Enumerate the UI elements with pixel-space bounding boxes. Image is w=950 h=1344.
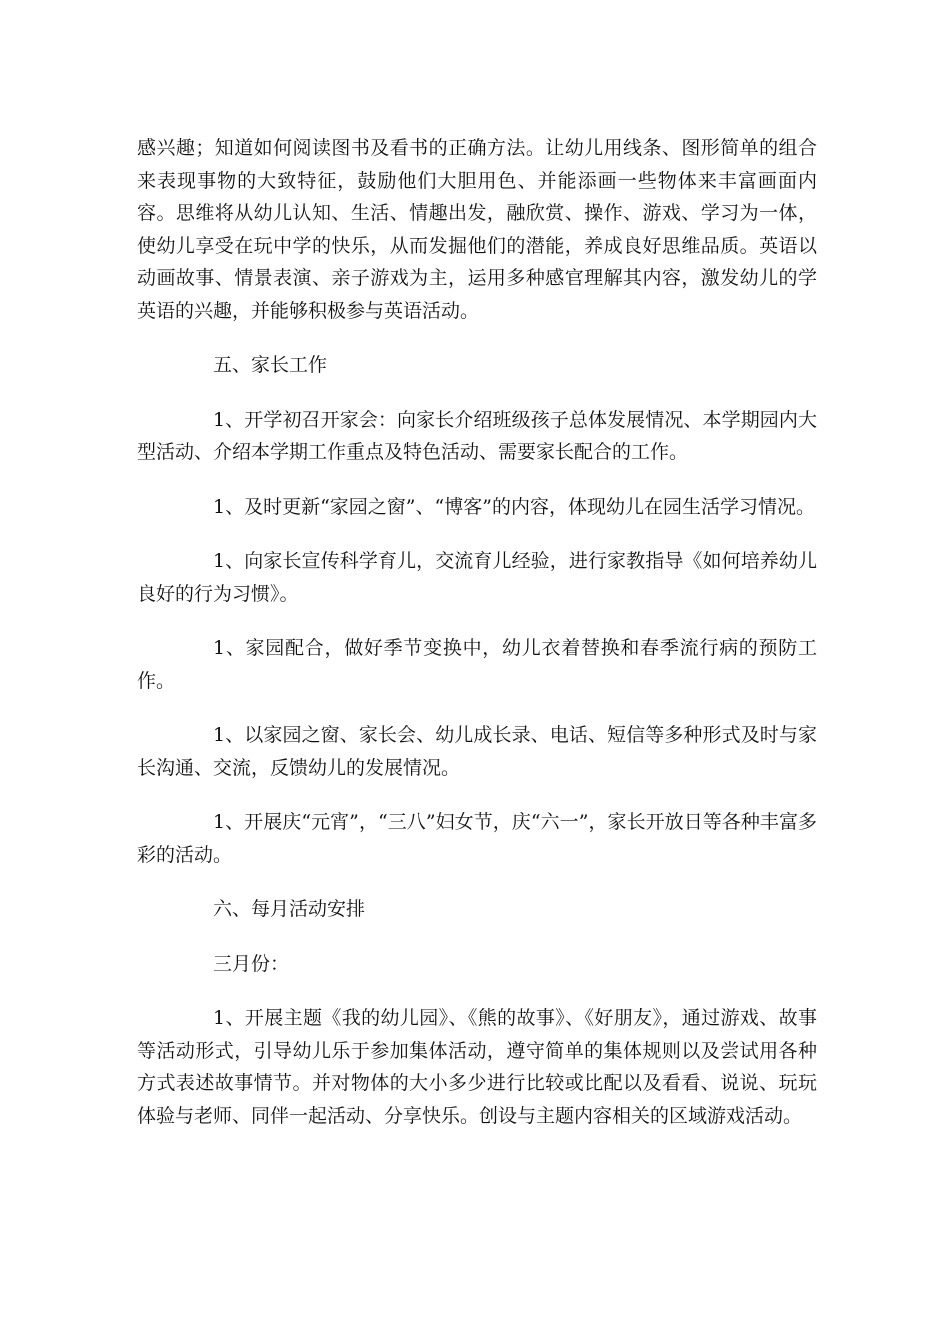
list-item: 1、及时更新“家园之窗”、“博客”的内容，体现幼儿在园生活学习情况。 <box>213 495 815 518</box>
list-item: 1、向家长宣传科学育儿，交流育儿经验，进行家教指导《如何培养幼儿良好的行为习惯》。 <box>137 550 817 605</box>
section-heading-monthly-activities: 六、每月活动安排 <box>213 898 366 920</box>
list-item: 1、开展主题《我的幼儿园》、《熊的故事》、《好朋友》，通过游戏、故事等活动形式，引导幼儿乐于参加集体活动，遵守简单的集体规则以及尝试用各种方式表述故事情节。并对物体的大小多少进行比较或比配以及看看、说说、玩玩体验与老师、同伴一起活动、分享快乐。创设与主题内容相关的区域游戏活动。 <box>137 1007 817 1127</box>
list-item: 1、以家园之窗、家长会、幼儿成长录、电话、短信等多种形式及时与家长沟通、交流，反馈幼儿的发展情况。 <box>137 724 817 779</box>
paragraph-continuation: 感兴趣；知道如何阅读图书及看书的正确方法。让幼儿用线条、图形简单的组合来表现事物的大致特征，鼓励他们大胆用色、并能添画一些物体来丰富画面内容。思维将从幼儿认知、生活、情趣出发，融欣赏、操作、游戏、学习为一体，使幼儿享受在玩中学的快乐，从而发掘他们的潜能，养成良好思维品质。英语以动画故事、情景表演、亲子游戏为主，运用多种感官理解其内容，激发幼儿的学英语的兴趣，并能够积极参与英语活动。 <box>137 137 817 322</box>
list-item: 1、开学初召开家会：向家长介绍班级孩子总体发展情况、本学期园内大型活动、介绍本学期工作重点及特色活动、需要家长配合的工作。 <box>137 408 817 463</box>
list-item: 1、家园配合，做好季节变换中，幼儿衣着替换和春季流行病的预防工作。 <box>137 637 817 692</box>
list-item: 1、开展庆“元宵”，“三八”妇女节，庆“六一”，家长开放日等各种丰富多彩的活动。 <box>137 811 817 866</box>
section-heading-parent-work: 五、家长工作 <box>213 354 328 376</box>
subheading-march: 三月份： <box>213 952 290 975</box>
document-body <box>137 132 817 1154</box>
